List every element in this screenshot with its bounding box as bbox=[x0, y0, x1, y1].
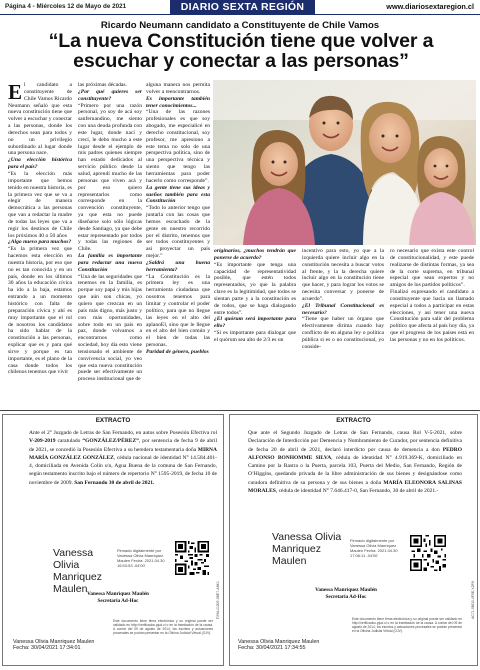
extract-text: , cédula nacional de identidad N° 14.584.401-4, domiciliada en Avenida Colín s/n, Agua Buena de la comuna de San Fernando, según testamento inscrito bajo el número de repertorio N° 1595-2019, de fecha 10 de noviembre de 2009. bbox=[29, 454, 217, 486]
extract-text: Que ante el Segundo Juzgado de Letras de San Fernando, causa Rol V-5-2021, sobre Declaración de Interdicción por Demencia y Nombramiento de Curador, por sentencia definitiva de fecha 20 de abril de 2021, declaró interdicto por causa de demencia a don bbox=[248, 430, 462, 453]
footer-signer: Vanessa Olivia Manriquez Maulen bbox=[13, 639, 95, 645]
interview-question bbox=[214, 248, 296, 262]
newspaper-name: DIARIO SEXTA REGIÓN bbox=[170, 0, 315, 14]
paragraph-text: incentivo para esto, yo que a la izquierda quiere incluir algo en la constitución necesita a buscar votos al frente, y la la derecha quiere incluir algo en la constitución tiene que hacer, y para lograr los votos se necesita conversar y ponerse de acuerdo”. bbox=[302, 248, 384, 302]
legal-extract-left bbox=[2, 414, 224, 666]
paragraph-text: “Todo lo anterior tengo que juntarla con las cosas que hemos escuchado de la gente en nuestro recorrido por el distrito, tenemos que ser todos constituyentes y así proyectar un país mejor.” bbox=[146, 205, 210, 260]
paragraph-text: La familia es importante para redactar una nueva Constitución bbox=[78, 253, 142, 273]
extract-body bbox=[248, 429, 462, 495]
paragraph-text: ¿Por qué quieres ser constituyente? bbox=[78, 88, 142, 102]
paragraph-text: ¿El quórum será importante para ello? bbox=[214, 316, 296, 330]
footer-signature bbox=[238, 639, 348, 651]
extract-text: , cédula de identidad N° 4.919.369-K, domiciliado en Camino por la Rastra o la Puerta, parcela 103, Puerta del Medio, San Fernando, Región de O’Higgins, quedando privada de la libre administración de sus bienes y designándose como curadora definitiva de su persona y de sus bienes a doña bbox=[248, 454, 462, 486]
page-header bbox=[0, 0, 480, 15]
paragraph-text: “Primero por una razón personal, yo soy de acá soy sanfernandino, me siento con una deuda profunda con este lugar, donde nací y crecí, le debo mucho a este lugar desde el ejemplo de mis padres quienes siempre han estado dedicados al servicio público desde la salud, aprendí mucho de las personas que viven acá y por eso quiero representarlos como corresponde en la convención constituyente, ya que esta no puede diseñarse solo sólo lógicas desde Santiago, ya que debe estar representado por todos y todas las regiones de Chile. bbox=[78, 102, 142, 253]
extract-text: caratulado bbox=[55, 438, 83, 445]
footer-signature bbox=[13, 639, 113, 651]
article-paragraph bbox=[78, 103, 142, 254]
footer-date: Fecha: 30/04/2021 17:34:55 bbox=[238, 645, 306, 652]
signature-name: Vanessa Olivia Manriquez Maulen bbox=[272, 531, 342, 567]
article-paragraph bbox=[146, 82, 210, 96]
extract-emphasis: PEDRO ALFONSO BONHOMME SILVA bbox=[248, 446, 462, 461]
paragraph-text: “Una de las seguridades que tenemos en la familia, es porque soy papá y mis hijas que aún son chicas, yo quiero que crezcan en un país más digno, más justo y con más oportunidades, sobre todo en un país en paz, donde volvamos a encontrarnos como sociedad, hoy día esto viene tensionado el ambiente de convivencia social, yo veo que esta nueva constitución puede ser efectivamente un proceso institucional que de bbox=[78, 273, 142, 383]
article-paragraph bbox=[8, 171, 72, 239]
paragraph-text: originarios, ¿muchos tendrán que ponerse de acuerdo? bbox=[214, 248, 296, 261]
interview-question bbox=[214, 316, 296, 330]
article-column-3 bbox=[146, 82, 210, 404]
footer-signer: Vanessa Olivia Manriquez Maulen bbox=[238, 639, 320, 645]
signature-name: Vanessa Olivia Manriquez Maulen bbox=[53, 547, 103, 595]
interview-question bbox=[78, 253, 142, 274]
paragraph-text: Es importante también tener conocimientos... bbox=[146, 95, 210, 109]
article-column-2 bbox=[78, 82, 142, 404]
article-column-6 bbox=[390, 248, 474, 406]
extract-emphasis: San Fernando 30 de abril de 2021. bbox=[74, 479, 155, 486]
interview-question bbox=[302, 303, 384, 317]
secretary-name: Vanessa Manríquez Maulén bbox=[87, 591, 149, 597]
paragraph-text: las próximas décadas. bbox=[78, 82, 127, 88]
paragraph-text: “Es la elección más importante que hemos tenido en nuestra historia, es la primera vez que se va a elegir de manera democrática a las personas que van a redactar la madre de todas las leyes que va a regir los destinos de Chile los próximos 40 o 50 años bbox=[8, 170, 72, 239]
paragraph-text: “Es la primera vez que hacemos esta elección en nuestra historia, por eso que no es tan conocida y en un país, donde en los últimos 30 años la educación cívica ha ido a la baja, estamos entrando a un momento histórico con falta de preparación cívica y ahí es muy importante que el rol de nosotros los candidatos ha sido hablar de la constitución a las personas, explicar que es y para qué sirve y porque es tan importante, es el plano de la casa donde todos los chilenos tenemos que vivir bbox=[8, 246, 72, 376]
article-paragraph bbox=[78, 82, 142, 89]
secretary-name: Vanessa Manríquez Maulén bbox=[315, 587, 377, 593]
paragraph-text: La gente tiene sus ideas y sueños también para esta Constitución bbox=[146, 184, 210, 205]
article-paragraph bbox=[302, 316, 384, 350]
paragraph-text: ro necesario que exista este control de constitucionalidad, y este puede realizarse de distintas formas, ya sea de la corte suprema, en tribunal especial que sean expertos y no amigos de los partidos políticos”. bbox=[390, 248, 474, 289]
extract-text: Ante el 2° Juzgado de Letras de San Fernando, en autos sobre Posesión Efectiva rol bbox=[29, 430, 217, 436]
interview-question bbox=[8, 157, 72, 171]
article-headline: “La nueva Constitución tiene que volver a escuchar y conectar a las personas” bbox=[48, 30, 434, 72]
extract-body bbox=[29, 429, 217, 487]
extract-emphasis: MIRNA MARÍA GONZÁLEZ GONZÁLEZ bbox=[29, 446, 217, 461]
article-paragraph bbox=[146, 205, 210, 260]
electronic-notice: Este documento tiene firma electrónica y su original puede ser validado en http://verificadoc.pjud.cl o en la tramitación de la causa. A contar del 09 de agosto de 2014, los escritos y actuaciones procesales se podrán presentar en la Oficina Judicial Virtual (OJV). bbox=[352, 617, 462, 633]
interview-question bbox=[146, 349, 210, 356]
article-kicker: Ricardo Neumann candidato a Constituyente de Chile Vamos bbox=[100, 20, 380, 31]
extract-emphasis: V-209-2019 bbox=[29, 438, 56, 445]
section-divider bbox=[0, 410, 480, 411]
interview-question bbox=[146, 185, 210, 206]
interview-question bbox=[146, 96, 210, 110]
secretary-title: Secretaria Ad-Hoc bbox=[97, 597, 139, 604]
paragraph-text: “Una de las razones profesionales es que soy abogado, me especialicé en derecho constitucional, soy profesor, me apresiono a este tema no solo de una perspectiva política, sino de una perspectiva técnica y siento que tengo las herramientas para poder hacerlo como corresponde”. bbox=[146, 109, 210, 184]
paragraph-text: “Tiene que haber un órgano que efectivamente dirima cuando hay conflicto de en alguna ley o política pública si es o no constitucional, yo conside- bbox=[302, 316, 384, 350]
document-code: AC71-9BD2-4F5E-X2P8 bbox=[471, 581, 475, 619]
paragraph-text: Finalizó expresando el candidato a constituyente que hacia un llamado especial a todos a participar en estas elecciones, y así tener una nueva Constitución para salir del problema político que afecta al país hoy día, ya que el progreso de los países está en las personas y no en los políticos. bbox=[390, 289, 474, 343]
signature-detail: Firmado digitalmente por Vanessa Olivia Manriquez Maulen Fecha: 2021.04.30 17:06:11 -04'00' bbox=[350, 538, 398, 558]
paragraph-text: ¿El Tribunal Constitucional es necesario? bbox=[302, 302, 384, 316]
interview-question bbox=[78, 89, 142, 103]
paragraph-text: alguna manera nos permita volver a reencontrarnos. bbox=[146, 82, 210, 95]
paragraph-text: Paridad de género, pueblos bbox=[146, 348, 209, 355]
extract-text: , por sentencia de fecha 9 de abril de 2021, se concedió la Posesión Efectiva a su heredera testamentaria doña bbox=[29, 438, 217, 453]
paragraph-text: “Es importante que tenga una capacidad de representatividad posible, que estén todos representados, yo que la palabra clave es la legitimidad, que todos se sientan parte y a la constitución es de todos, que se haga dialogando entre todos”. bbox=[214, 261, 296, 316]
article-paragraph bbox=[214, 262, 296, 317]
footer-date: Fecha: 30/04/2021 17:34:01 bbox=[13, 645, 81, 652]
interview-question bbox=[146, 260, 210, 274]
paragraph-text: “Si es importante para dialogar que el quórum sea alto de 2/3 es un bbox=[214, 330, 296, 343]
drop-cap: E bbox=[8, 82, 23, 104]
family-photo bbox=[213, 80, 476, 245]
article-column-5 bbox=[302, 248, 384, 406]
article-column-4 bbox=[214, 248, 296, 406]
legal-extract-right bbox=[229, 414, 478, 666]
qr-code-icon bbox=[175, 541, 209, 580]
article-column-1 bbox=[8, 82, 72, 404]
document-code: F29A-C4D9-3BE7-A8K1 bbox=[216, 581, 220, 619]
paragraph-text: ¿Algo nuevo para muchos? bbox=[8, 239, 72, 246]
secretary-title: Secretaria Ad-Hoc bbox=[325, 593, 367, 600]
paragraph-text: “La Constitución es la primera ley es una herramienta ciudadana que nosotros tenemos para limitar y controlar el poder político, para que no llegue las leyes en el alto del aplanoEl, sino que le llegue en el alto del bien común y el bien de todas las personas. bbox=[146, 273, 210, 349]
paragraph-text: ¿Saldrá una buena herramienta? bbox=[146, 259, 210, 273]
website-link[interactable]: www.diariosextaregion.cl bbox=[386, 2, 474, 11]
secretary-block bbox=[63, 591, 173, 604]
electronic-notice: Este documento tiene firma electrónica y su original puede ser validado en http://verificadoc.pjud.cl o en la tramitación de la causa. A contar del 09 de agosto de 2014, los escritos y actuaciones procesales se podrán presentar en la Oficina Judicial Virtual (OJV). bbox=[113, 619, 213, 635]
article-paragraph bbox=[8, 82, 72, 157]
paragraph-text: l candidato a constituyente de Chile Vamos Ricardo Neumann señaló que esta nueva constitución tiene que volver a escuchar y conectar a las personas, donde los derechos sean para todos y no un privilegio subordinado al lugar donde una persona nace. bbox=[8, 82, 72, 157]
article-paragraph bbox=[214, 330, 296, 344]
article-paragraph bbox=[8, 246, 72, 376]
article-paragraph bbox=[390, 289, 474, 344]
article-paragraph bbox=[390, 248, 474, 289]
extract-text: , cédula de identidad N° 7.646.417-0, San Fernando, 30 de abril de 2021.- bbox=[275, 488, 439, 495]
extract-emphasis: “GONZÁLEZ/PÉREZ” bbox=[82, 438, 139, 445]
secretary-block bbox=[286, 587, 406, 600]
extract-emphasis: MARÍA ELEONORA SALINAS MORALES bbox=[248, 479, 462, 495]
signature-detail: Firmado digitalmente por Vanessa Olivia Manriquez Maulen Fecha: 2021.04.30 16:53:53 -04'00' bbox=[117, 548, 165, 568]
article-paragraph bbox=[78, 274, 142, 384]
article-paragraph bbox=[146, 274, 210, 349]
qr-code-icon bbox=[410, 535, 446, 576]
extract-title: EXTRACTO bbox=[95, 417, 131, 424]
paragraph-text: ¿Una elección histórica para el país? bbox=[8, 157, 72, 171]
extract-title: EXTRACTO bbox=[336, 417, 371, 424]
article-paragraph bbox=[302, 248, 384, 303]
article-paragraph bbox=[146, 109, 210, 184]
page-date: Página 4 - Miércoles 12 de Mayo de 2021 bbox=[5, 3, 127, 10]
